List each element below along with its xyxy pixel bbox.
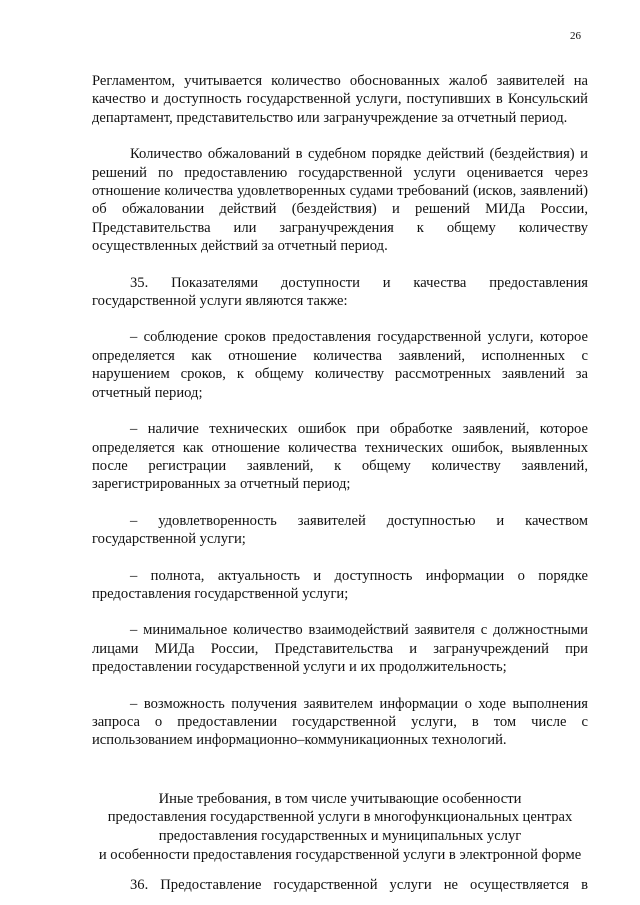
list-item-satisfaction: – удовлетворенность заявителей доступностью и качеством государственной услуги; <box>92 512 588 548</box>
page-number: 26 <box>570 30 581 42</box>
list-item-deadlines: – соблюдение сроков предоставления государственной услуги, которое определяется как отношение количества заявлений, исполненных с нарушением сроков, к общему количеству рассмотренных заявлений за отчетный период; <box>92 329 588 401</box>
paragraph-court-appeals: Количество обжалований в судебном порядке действий (бездействия) и решений по предоставлению государственной услуги оценивается через отношение количества удовлетворенных судами требований (исков, заявлений) об обжаловании действий (бездействия) и решений МИДа России, Представительства или загранучреждения к общему количеству осуществленных действий за отчетный период. <box>92 146 588 255</box>
paragraph-35-intro: 35. Показателями доступности и качества предоставления государственной услуги являются также: <box>92 274 588 310</box>
paragraph-complaints: Регламентом, учитывается количество обоснованных жалоб заявителей на качество и доступность государственной услуги, поступивших в Консульский департамент, представительство или загранучреждение за отчетный период. <box>92 73 588 126</box>
list-item-technical-errors: – наличие технических ошибок при обработке заявлений, которое определяется как отношение количества технических ошибок, выявленных после регистрации заявлений, к общему количеству заявлений, зарегистрированных за отчетный период; <box>92 421 588 493</box>
document-body <box>92 72 588 895</box>
list-item-information: – полнота, актуальность и доступность информации о порядке предоставления государственной услуги; <box>92 567 588 602</box>
section-heading <box>92 790 588 864</box>
list-item-interactions: – минимальное количество взаимодействий заявителя с должностными лицами МИДа России, Представительства и загранучреждений при предоставлении государственной услуги и их продолжительность; <box>92 622 588 676</box>
section-heading-line: предоставления государственной услуги в многофункциональных центрах <box>107 809 573 826</box>
section-heading-line: Иные требования, в том числе учитывающие особенности <box>158 790 522 807</box>
section-heading-line: предоставления государственных и муниципальных услуг <box>158 827 522 844</box>
paragraph-36-start: 36. Предоставление государственной услуги не осуществляется в <box>130 877 588 894</box>
section-heading-line: и особенности предоставления государственной услуги в электронной форме <box>98 846 582 863</box>
list-item-status-info: – возможность получения заявителем информации о ходе выполнения запроса о предоставлении государственной услуги, в том числе с использованием информационно–коммуникационных технологий. <box>92 695 588 749</box>
